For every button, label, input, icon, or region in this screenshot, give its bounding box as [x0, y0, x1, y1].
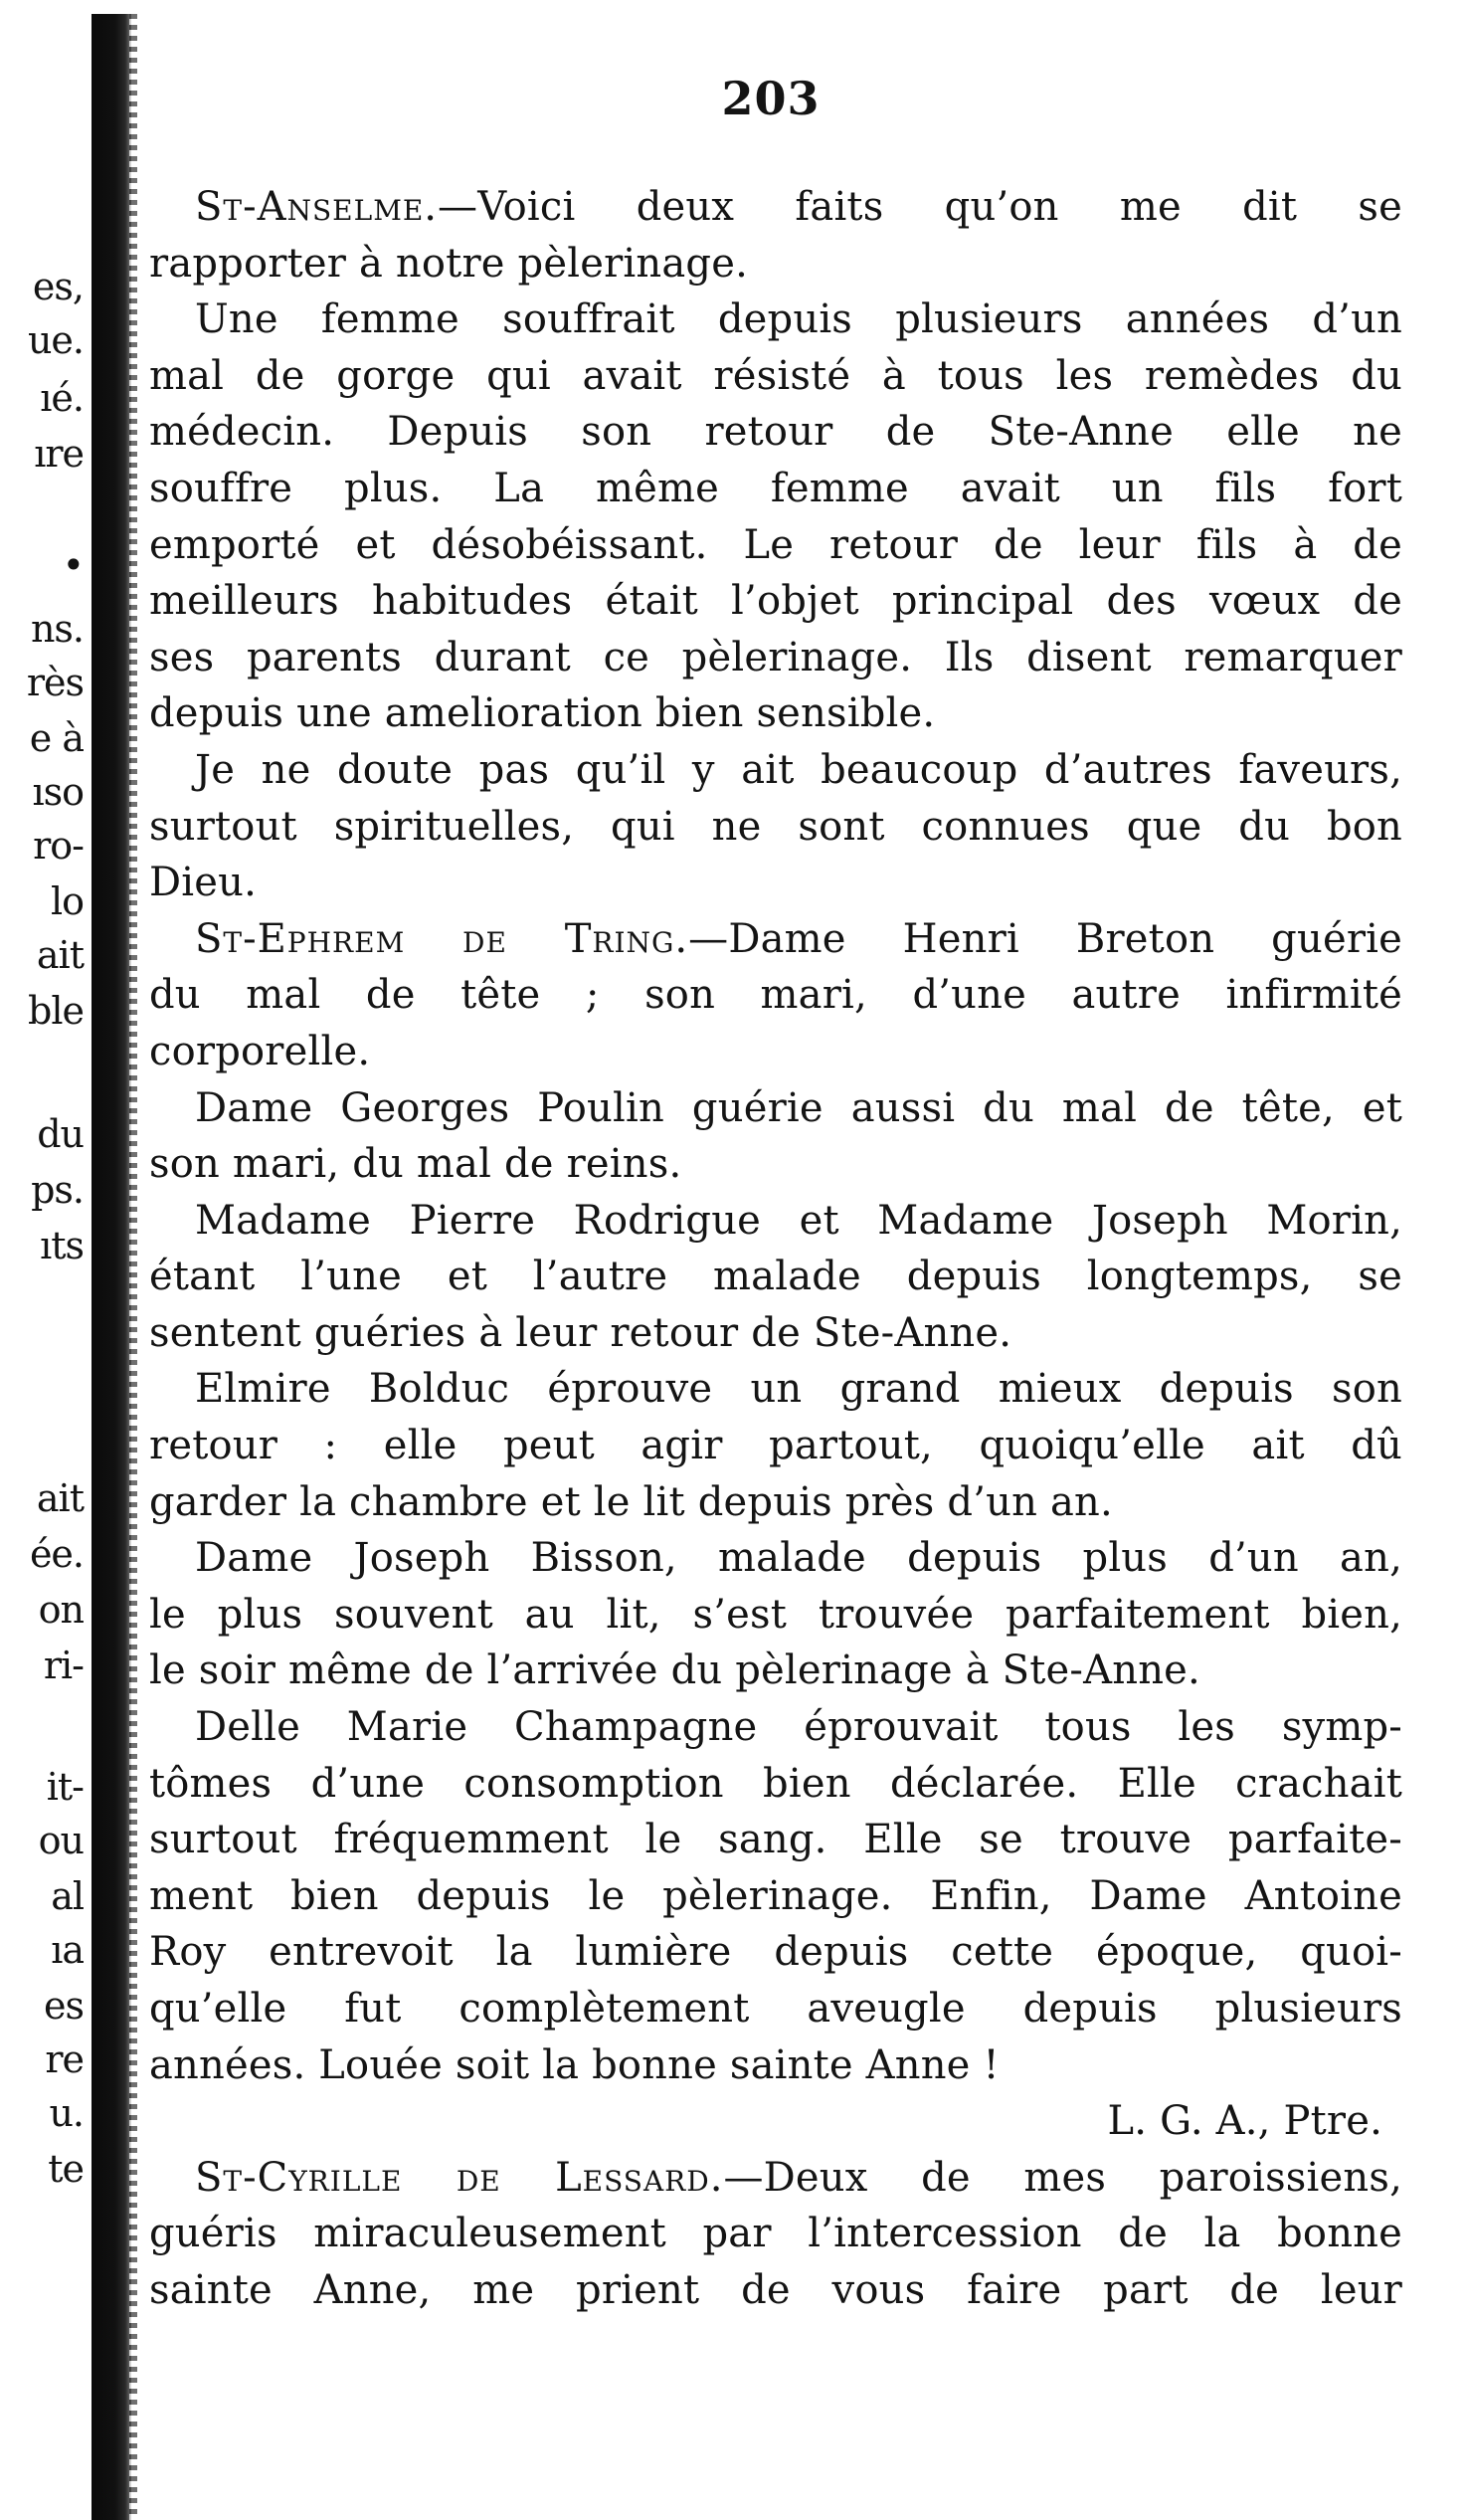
margin-fragment: ıre	[34, 432, 84, 476]
margin-fragment: ait	[36, 933, 84, 977]
margin-fragment: ps.	[31, 1168, 84, 1212]
text-line	[149, 967, 1402, 1024]
margin-fragment: ait	[36, 1476, 84, 1520]
text-line	[149, 1587, 1402, 1644]
text-line	[149, 630, 1402, 686]
line-text: années. Louée soit la bonne sainte Anne !	[149, 2041, 1000, 2088]
signature: L. G. A., Ptre.	[1107, 2098, 1382, 2145]
text-line	[149, 1756, 1402, 1813]
margin-fragment: ıso	[32, 770, 84, 814]
margin-fragment: •	[62, 543, 84, 587]
line-text: ses parents durant ce pèlerinage. Ils disent remarquer	[149, 634, 1402, 680]
margin-fragment: it-	[46, 1765, 84, 1809]
line-text: depuis une amelioration bien sensible.	[149, 690, 936, 737]
text-line	[149, 1924, 1402, 1981]
body-text	[149, 179, 1402, 2319]
margin-fragment: es	[44, 1984, 84, 2028]
margin-fragment: ıa	[51, 1928, 84, 1972]
text-line	[149, 1474, 1402, 1531]
margin-fragment: du	[37, 1112, 84, 1156]
line-text: médecin. Depuis son retour de Ste-Anne elle ne	[149, 409, 1402, 456]
line-text: corporelle.	[149, 1028, 371, 1074]
text-line	[149, 404, 1402, 461]
text-line	[149, 1643, 1402, 1699]
margin-fragment: ée.	[29, 1532, 84, 1576]
line-text: guéris miraculeusement par l’intercession de la bonne	[149, 2211, 1402, 2257]
binding-edge	[129, 14, 137, 2520]
margin-fragment: ns.	[30, 607, 84, 651]
line-text: Une femme souffrait depuis plusieurs années d’un	[195, 296, 1402, 343]
text-line	[149, 2262, 1402, 2319]
binding-gutter	[92, 14, 131, 2520]
text-line	[149, 1699, 1402, 1756]
line-text: du mal de tête ; son mari, d’une autre infirmité	[149, 972, 1402, 1019]
line-text: Delle Marie Champagne éprouvait tous les symp-	[195, 1704, 1402, 1751]
margin-fragment: u.	[49, 2091, 84, 2135]
line-text: —Voici deux faits qu’on me dit se	[438, 184, 1402, 230]
line-text: surtout fréquemment le sang. Elle se trouve parfaite-	[149, 1817, 1402, 1863]
text-line	[149, 179, 1402, 236]
text-line	[149, 1249, 1402, 1305]
line-text: garder la chambre et le lit depuis près d’un an.	[149, 1478, 1113, 1525]
margin-fragment: ue.	[27, 318, 84, 362]
line-text: le plus souvent au lit, s’est trouvée parfaitement bien,	[149, 1591, 1402, 1638]
line-text: Elmire Bolduc éprouve un grand mieux depuis son	[195, 1366, 1402, 1413]
text-line	[149, 1024, 1402, 1080]
text-line	[149, 573, 1402, 630]
section-heading: St-Anselme.	[195, 184, 439, 230]
line-text: retour : elle peut agir partout, quoiqu’elle ait dû	[149, 1423, 1402, 1469]
text-line	[149, 1136, 1402, 1193]
text-line	[149, 1812, 1402, 1868]
margin-fragment: ıts	[40, 1224, 84, 1267]
text-line	[149, 685, 1402, 742]
margin-fragment: re	[45, 2037, 84, 2081]
section-heading: St-Ephrem de Tring.	[195, 915, 689, 962]
page-number: 203	[721, 72, 821, 125]
line-text: surtout spirituelles, qui ne sont connues que du bon	[149, 803, 1402, 850]
margin-fragment: al	[51, 1874, 84, 1918]
line-text: ment bien depuis le pèlerinage. Enfin, Dame Antoine	[149, 1872, 1402, 1919]
line-text: Dieu.	[149, 860, 258, 906]
text-line	[149, 1080, 1402, 1137]
line-text: rapporter à notre pèlerinage.	[149, 240, 749, 287]
line-text: Roy entrevoit la lumière depuis cette époque, quoi-	[149, 1929, 1402, 1976]
line-text: —Dame Henri Breton guérie	[688, 915, 1403, 962]
margin-fragment: ro-	[33, 824, 84, 868]
text-line	[149, 348, 1402, 405]
margin-fragment: lo	[50, 879, 84, 923]
text-line	[149, 2150, 1402, 2207]
line-text: Je ne doute pas qu’il y ait beaucoup d’autres faveurs,	[195, 746, 1402, 793]
text-line	[149, 1868, 1402, 1925]
line-text: Madame Pierre Rodrigue et Madame Joseph Morin,	[195, 1197, 1402, 1244]
text-line	[149, 1530, 1402, 1587]
text-line	[149, 461, 1402, 517]
line-text: mal de gorge qui avait résisté à tous les remèdes du	[149, 352, 1402, 399]
margin-fragment: on	[38, 1588, 84, 1632]
line-text: sainte Anne, me prient de vous faire part de leur	[149, 2266, 1402, 2313]
line-text: souffre plus. La même femme avait un fils fort	[149, 465, 1402, 511]
text-line	[149, 517, 1402, 574]
text-line	[149, 911, 1402, 968]
text-line	[149, 1305, 1402, 1362]
line-text: —Deux de mes paroissiens,	[723, 2154, 1402, 2201]
text-line	[149, 2206, 1402, 2262]
text-line	[149, 799, 1402, 856]
margin-fragment: te	[48, 2147, 84, 2191]
text-line	[149, 1193, 1402, 1250]
line-text: tômes d’une consomption bien déclarée. Elle crachait	[149, 1760, 1402, 1807]
margin-fragment: ou	[38, 1819, 84, 1862]
line-text: son mari, du mal de reins.	[149, 1141, 682, 1188]
margin-fragment: es,	[32, 265, 84, 308]
text-line	[149, 236, 1402, 292]
line-text: le soir même de l’arrivée du pèlerinage à Ste-Anne.	[149, 1648, 1200, 1694]
line-text: Dame Georges Poulin guérie aussi du mal de tête, et	[195, 1084, 1402, 1131]
text-line	[149, 1981, 1402, 2037]
section-heading: St-Cyrille de Lessard.	[195, 2154, 724, 2201]
line-text: qu’elle fut complètement aveugle depuis plusieurs	[149, 1986, 1402, 2032]
text-line	[149, 855, 1402, 911]
text-line	[149, 742, 1402, 799]
margin-fragment: e à	[29, 716, 84, 760]
margin-fragment: rès	[26, 661, 84, 704]
text-line	[149, 291, 1402, 348]
line-text: Dame Joseph Bisson, malade depuis plus d’un an,	[195, 1535, 1402, 1582]
margin-fragment: ıé.	[40, 376, 84, 420]
margin-fragment: ri-	[43, 1644, 84, 1687]
line-text: étant l’une et l’autre malade depuis longtemps, se	[149, 1254, 1402, 1300]
text-line	[149, 1361, 1402, 1418]
text-line	[149, 2037, 1402, 2094]
line-text: emporté et désobéissant. Le retour de leur fils à de	[149, 521, 1402, 568]
line-text: sentent guéries à leur retour de Ste-Anne.	[149, 1309, 1012, 1356]
line-text: meilleurs habitudes était l’objet principal des vœux de	[149, 578, 1402, 625]
margin-fragment: ble	[28, 989, 84, 1033]
facing-page-margin	[0, 0, 88, 2520]
text-line	[149, 1418, 1402, 1474]
